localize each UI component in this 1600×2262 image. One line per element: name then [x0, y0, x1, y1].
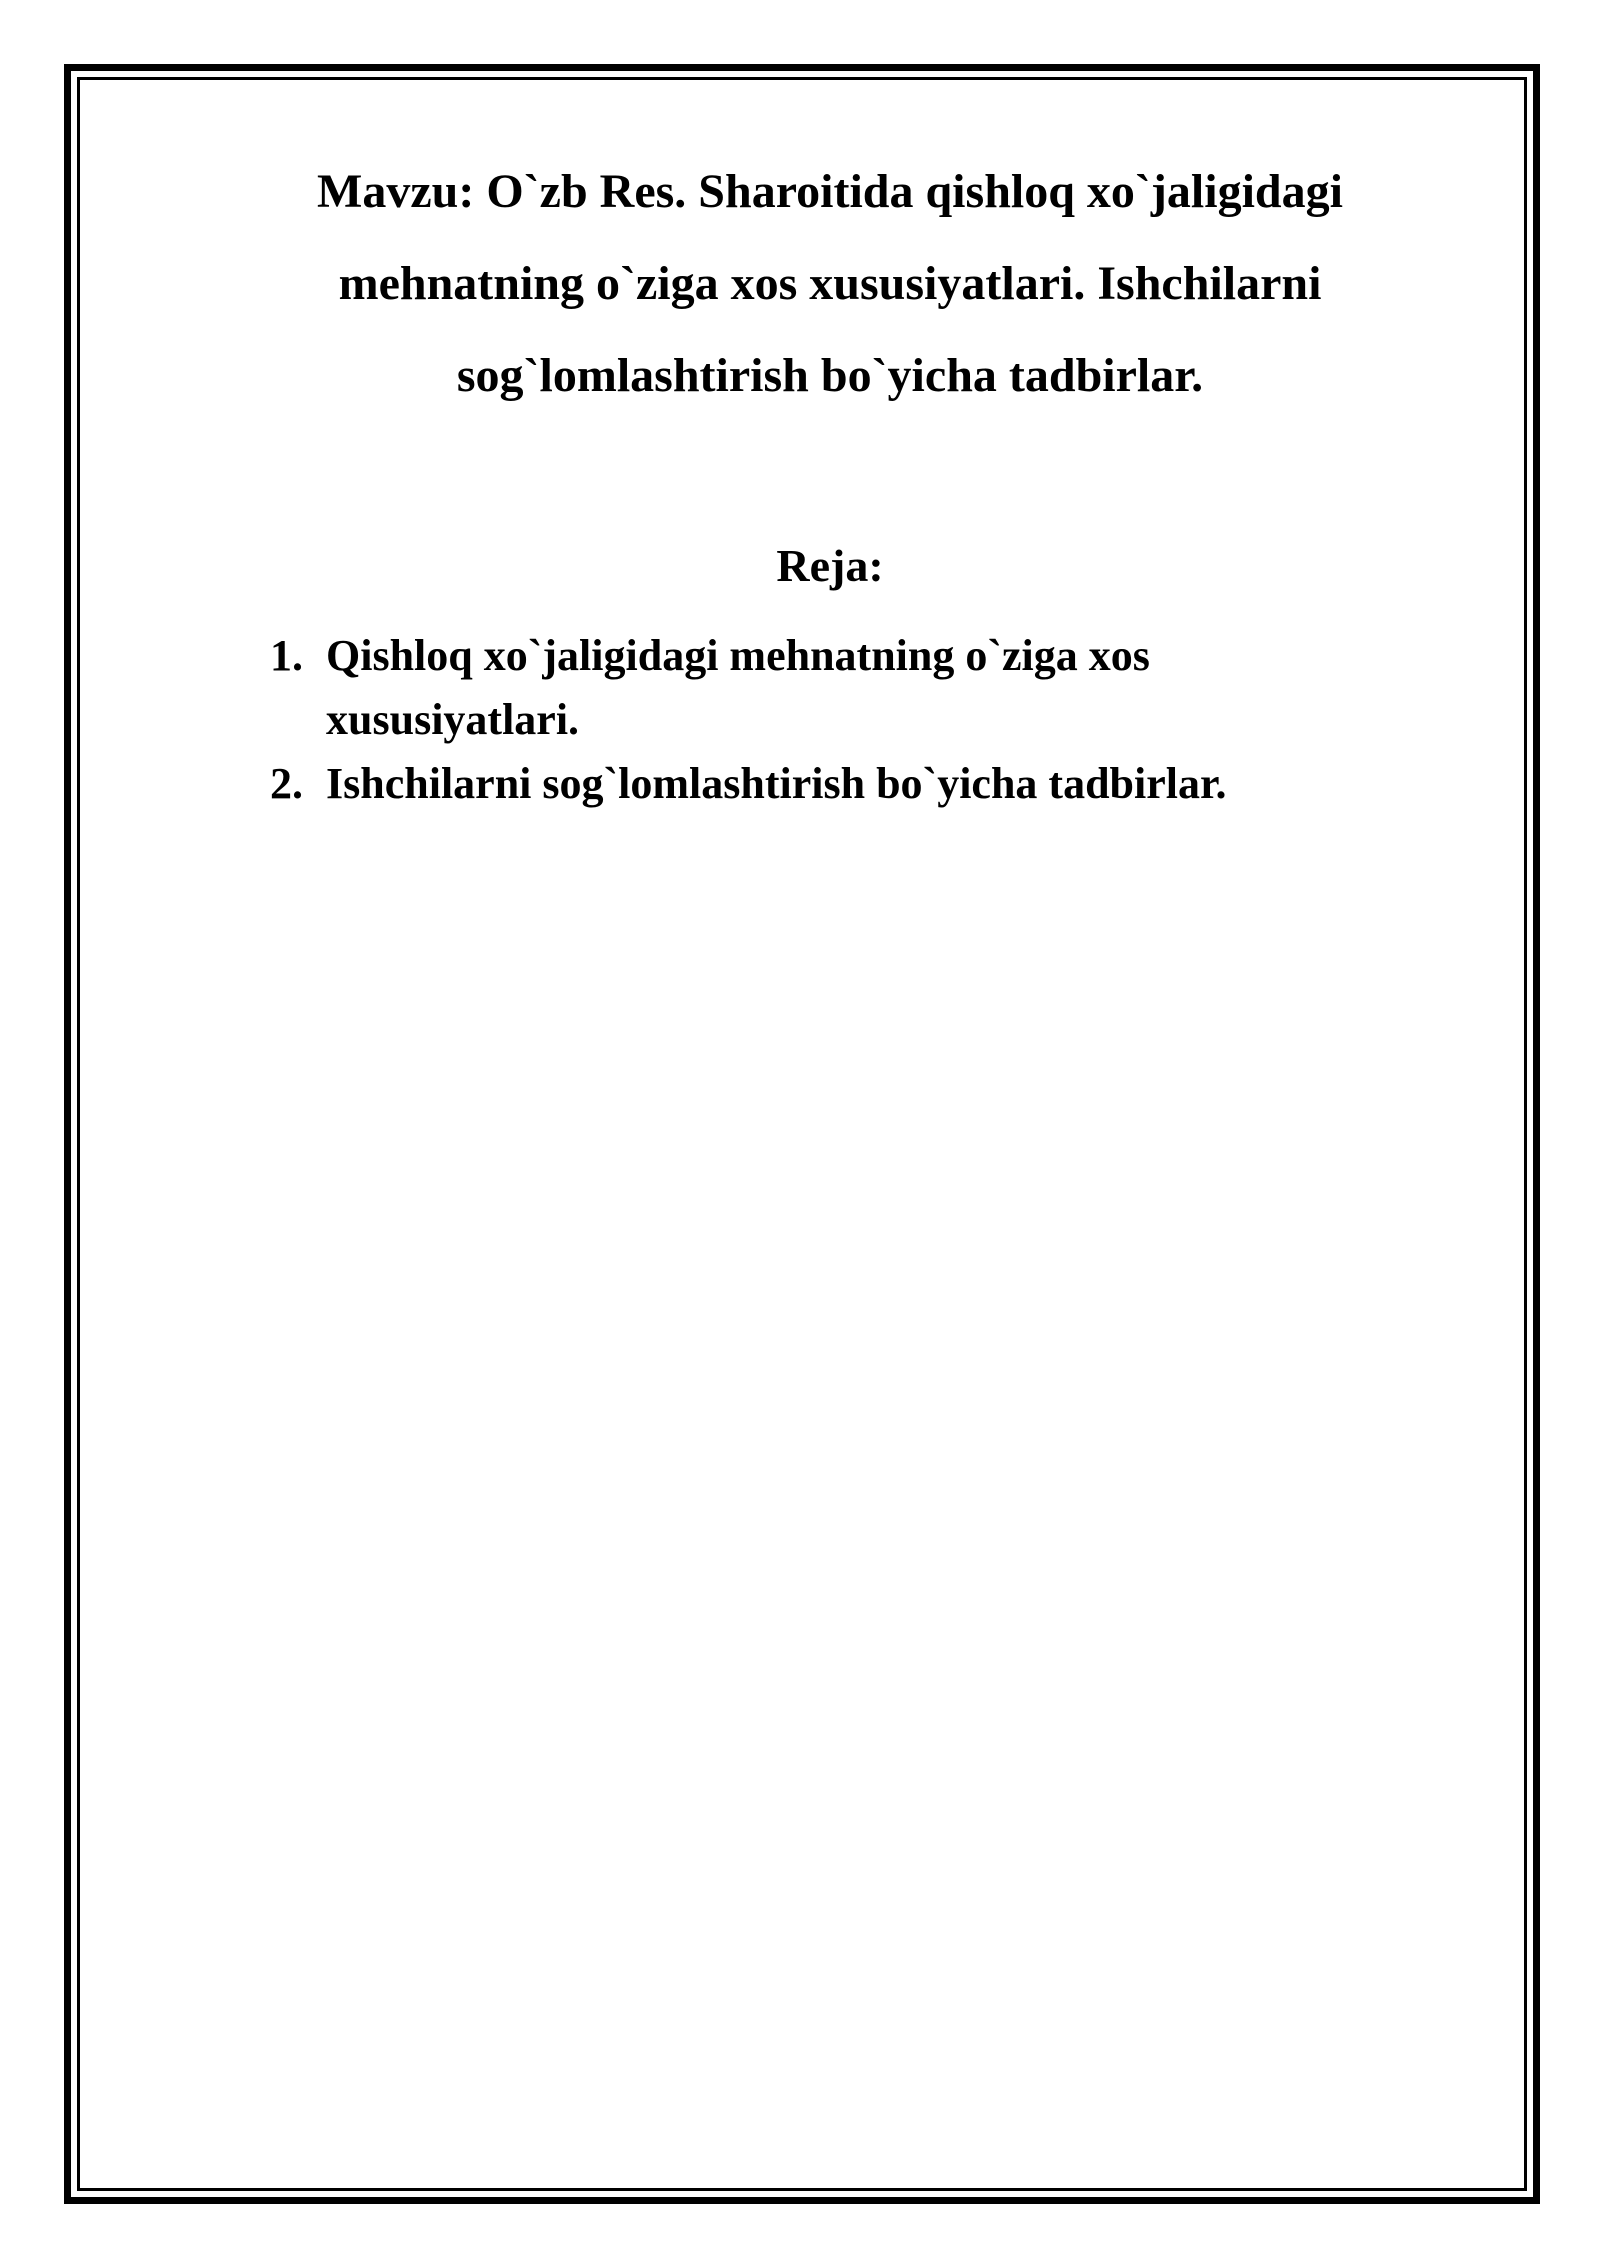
plan-item-line: Ishchilarni sog`lomlashtirish bo`yicha tadbirlar.	[326, 759, 1227, 808]
title-line: sog`lomlashtirish bo`yicha tadbirlar.	[456, 349, 1204, 402]
title-line: Mavzu: O`zb Res. Sharoitida qishloq xo`jaligidagi	[317, 165, 1343, 218]
plan-list	[270, 624, 1400, 816]
plan-item-number: 2.	[270, 759, 303, 808]
title-line: mehnatning o`ziga xos xususiyatlari. Ishchilarni	[338, 257, 1322, 310]
plan-item	[270, 624, 1400, 752]
plan-item-line: xususiyatlari.	[326, 695, 580, 744]
plan-item	[270, 752, 1400, 816]
plan-item-text	[326, 624, 1400, 752]
plan-item-line: Qishloq xo`jaligidagi mehnatning o`ziga xos	[326, 631, 1150, 680]
plan-heading: Reja:	[776, 540, 884, 591]
plan-item-number: 1.	[270, 631, 303, 680]
plan-item-text	[326, 752, 1400, 816]
document-title	[200, 146, 1460, 422]
